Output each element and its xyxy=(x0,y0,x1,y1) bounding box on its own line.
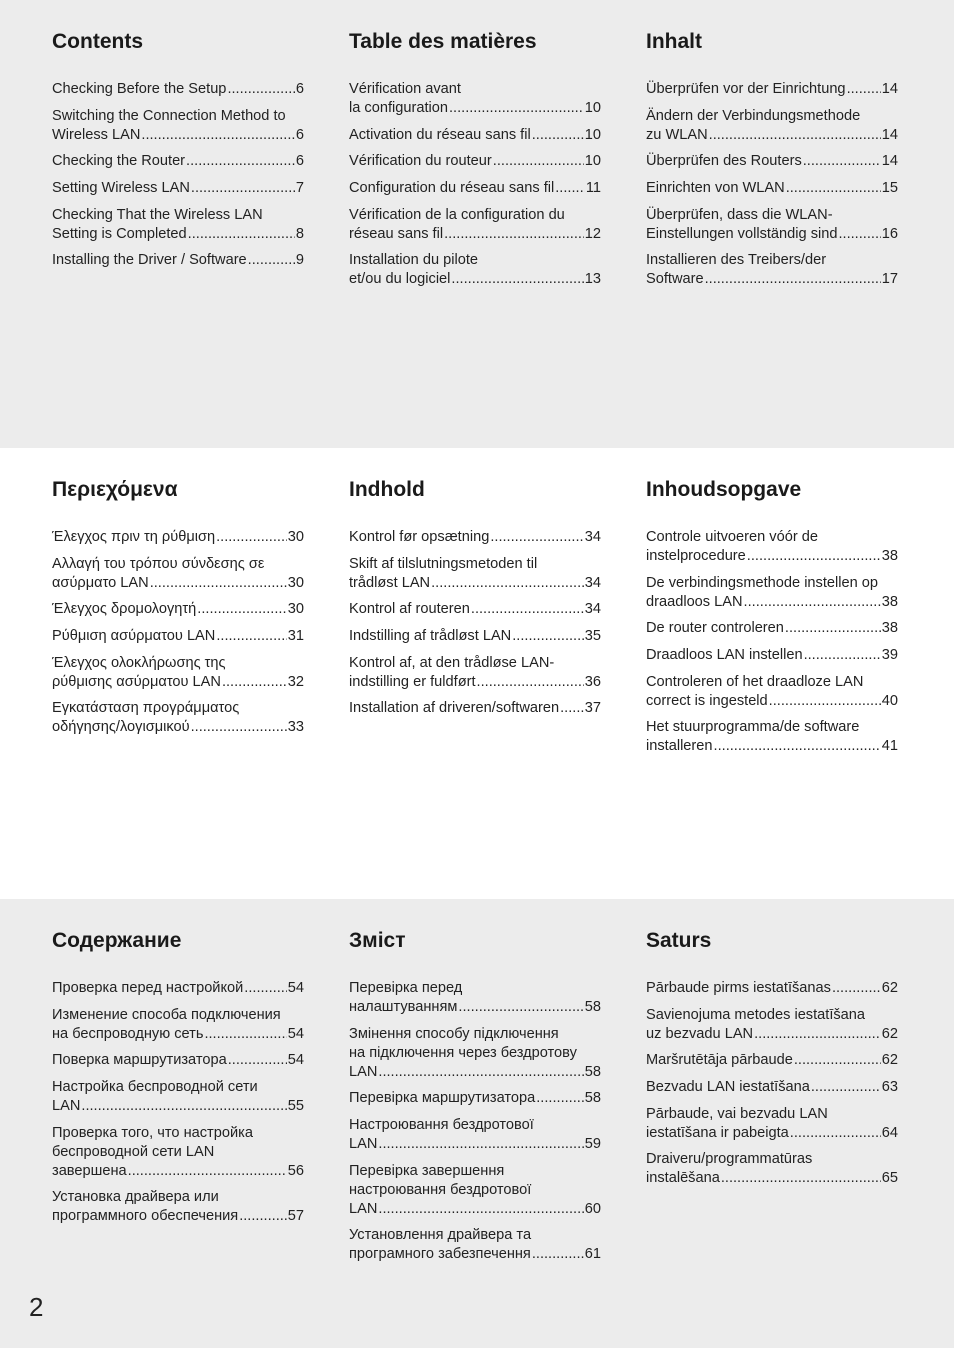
dot-leader xyxy=(227,80,294,99)
toc-band-2 xyxy=(0,448,954,899)
toc-entry-text: Überprüfen, dass die WLAN- xyxy=(646,206,833,223)
toc-entry-text: et/ou du logiciel xyxy=(349,271,451,288)
dot-leader xyxy=(216,627,286,646)
toc-entry xyxy=(646,1006,898,1044)
dot-leader xyxy=(838,225,880,244)
toc-page-number: 30 xyxy=(287,574,304,591)
toc-page-number: 36 xyxy=(584,673,601,690)
toc-entry-text: Vérification de la configuration du xyxy=(349,206,565,223)
toc-entry-text: Поверка маршрутизатора xyxy=(52,1052,227,1069)
toc-entry xyxy=(52,206,304,244)
toc-entry-text: ασύρματο LAN xyxy=(52,574,149,591)
toc-entry-text: Setting is Completed xyxy=(52,225,187,242)
toc-entry xyxy=(646,574,898,612)
toc-entry-text: Indstilling af trådløst LAN xyxy=(349,628,512,645)
toc-entry-text: Configuration du réseau sans fil xyxy=(349,180,555,197)
toc-entry-text: на беспроводную сеть xyxy=(52,1025,204,1042)
dot-leader xyxy=(744,593,881,612)
toc-entry xyxy=(646,673,898,711)
toc-page-number: 9 xyxy=(295,252,304,269)
toc-page-number: 30 xyxy=(287,529,304,545)
toc-entry-text: Draiveru/programmatūras xyxy=(646,1151,813,1168)
dot-leader xyxy=(493,152,584,171)
toc-entry xyxy=(646,152,898,171)
toc-page-number: 63 xyxy=(881,1079,898,1096)
toc-entry-text: Перевірка завершення xyxy=(349,1162,505,1179)
toc-entry xyxy=(52,979,304,998)
dot-leader xyxy=(378,1063,583,1082)
toc-entry-text: Switching the Connection Method to xyxy=(52,107,286,124)
toc-entry-text: indstilling er fuldført xyxy=(349,673,476,690)
toc-page-number: 40 xyxy=(881,692,898,709)
dot-leader xyxy=(477,673,584,692)
dot-leader xyxy=(721,1169,881,1188)
toc-entry xyxy=(52,1051,304,1070)
toc-page-number: 10 xyxy=(584,126,601,143)
toc-page-number: 58 xyxy=(584,1090,601,1107)
toc-entry-text: на підключення через бездротову xyxy=(349,1044,577,1061)
dot-leader xyxy=(141,126,294,145)
dot-leader xyxy=(536,1089,584,1108)
toc-page-number: 31 xyxy=(287,628,304,645)
toc-page-number: 65 xyxy=(881,1170,898,1187)
section-heading: Περιεχόμενα xyxy=(52,478,178,501)
toc-page-number: 54 xyxy=(287,1052,304,1069)
toc-page-number: 58 xyxy=(584,1063,601,1080)
toc-entry xyxy=(52,80,304,99)
toc-page-number: 38 xyxy=(881,620,898,637)
toc-page-number: 7 xyxy=(295,180,304,197)
toc-entry-text: Checking Before the Setup xyxy=(52,81,227,97)
dot-leader xyxy=(512,627,584,646)
toc-page-number: 59 xyxy=(584,1136,601,1153)
toc-entry xyxy=(349,600,601,619)
toc-page-number: 34 xyxy=(584,574,601,591)
toc-entry xyxy=(646,1051,898,1070)
toc-entry-text: беспроводной сети LAN xyxy=(52,1143,215,1160)
dot-leader xyxy=(714,737,881,756)
toc-page-number: 62 xyxy=(881,980,898,996)
toc-page-number: 32 xyxy=(287,673,304,690)
toc-entry xyxy=(349,979,601,1017)
toc-page-number: 17 xyxy=(881,271,898,288)
toc-page-number: 10 xyxy=(584,100,601,116)
toc-entry xyxy=(646,979,898,998)
toc-entry-text: Checking the Router xyxy=(52,153,186,170)
toc-page-number: 34 xyxy=(584,601,601,618)
toc-entry-text: Savienojuma metodes iestatīšana xyxy=(646,1006,866,1023)
toc-page-number: 14 xyxy=(881,153,898,170)
toc-entry xyxy=(52,179,304,198)
toc-entry xyxy=(646,718,898,756)
toc-page-number: 11 xyxy=(585,180,601,197)
toc-page-number: 58 xyxy=(584,999,601,1015)
toc-entry-text: Установлення драйвера та xyxy=(349,1227,532,1244)
dot-leader xyxy=(81,1097,286,1116)
dot-leader xyxy=(794,1051,881,1070)
toc-entry-text: Einstellungen vollständig sind xyxy=(646,225,838,242)
toc-entry-text: correct is ingesteld xyxy=(646,692,768,709)
dot-leader xyxy=(128,1162,287,1181)
toc-entry xyxy=(349,1025,601,1082)
toc-entry xyxy=(349,80,601,118)
toc-entry-text: настроювання бездротової xyxy=(349,1181,532,1198)
toc-page-number: 38 xyxy=(881,593,898,610)
toc-band-3 xyxy=(0,899,954,1348)
toc-entry-text: завершена xyxy=(52,1162,127,1179)
toc-entry-text: Перевірка перед xyxy=(349,980,463,996)
toc-entry-text: réseau sans fil xyxy=(349,225,444,242)
toc-entry-text: Installation af driveren/softwaren xyxy=(349,700,560,717)
dot-leader xyxy=(532,1245,584,1264)
dot-leader xyxy=(451,270,583,289)
toc-entry-text: Έλεγχος ολοκλήρωσης της xyxy=(52,654,226,671)
toc-entry xyxy=(646,1105,898,1143)
toc-entry xyxy=(52,555,304,593)
toc-page-number: 35 xyxy=(584,628,601,645)
toc-entry-text: Het stuurprogramma/de software xyxy=(646,719,860,736)
toc-entry-text: instelprocedure xyxy=(646,548,746,564)
toc-page-number: 14 xyxy=(881,126,898,143)
toc-entry-text: draadloos LAN xyxy=(646,593,743,610)
toc-page-number: 62 xyxy=(881,1052,898,1069)
toc-page-number: 55 xyxy=(287,1098,304,1115)
toc-page-number: 56 xyxy=(287,1162,304,1179)
toc-page-number: 41 xyxy=(881,738,898,755)
dot-leader xyxy=(786,179,881,198)
toc-entry xyxy=(646,206,898,244)
dot-leader xyxy=(431,574,584,593)
toc-entry xyxy=(52,600,304,619)
toc-page-number: 30 xyxy=(287,601,304,618)
dot-leader xyxy=(378,1200,583,1219)
toc-entry-text: Kontrol af routeren xyxy=(349,601,470,618)
dot-leader xyxy=(490,528,583,547)
dot-leader xyxy=(790,1124,881,1143)
dot-leader xyxy=(769,692,881,711)
toc-page-number: 38 xyxy=(881,548,898,564)
toc-entry xyxy=(52,152,304,171)
section-heading: Table des matières xyxy=(349,30,537,53)
toc-page-number: 62 xyxy=(881,1025,898,1042)
section-heading: Содержание xyxy=(52,929,182,952)
toc-page-number: 6 xyxy=(295,126,304,143)
toc-entry-text: Überprüfen vor der Einrichtung xyxy=(646,81,846,97)
dot-leader xyxy=(555,179,585,198)
toc-entry xyxy=(52,699,304,737)
toc-entry-text: Pārbaude pirms iestatīšanas xyxy=(646,980,831,996)
toc-entry-text: Kontrol af, at den trådløse LAN- xyxy=(349,654,555,671)
section-heading: Inhoudsopgave xyxy=(646,478,802,501)
toc-entry xyxy=(349,206,601,244)
toc-entry-list xyxy=(646,80,898,297)
toc-page-number: 37 xyxy=(584,700,601,717)
dot-leader xyxy=(216,528,287,547)
dot-leader xyxy=(197,600,286,619)
toc-entry xyxy=(349,1116,601,1154)
toc-entry-list xyxy=(349,80,601,297)
toc-entry-text: LAN xyxy=(349,1063,378,1080)
toc-entry-text: Έλεγχος πριν τη ρύθμιση xyxy=(52,529,216,545)
toc-entry-text: Überprüfen des Routers xyxy=(646,153,802,170)
toc-entry-list xyxy=(52,979,304,1234)
toc-page-number: 6 xyxy=(295,153,304,170)
toc-entry xyxy=(646,80,898,99)
toc-page-number: 8 xyxy=(295,225,304,242)
toc-entry-text: Kontrol før opsætning xyxy=(349,529,490,545)
toc-entry xyxy=(52,1188,304,1226)
toc-entry-text: LAN xyxy=(52,1098,81,1115)
toc-entry-text: Wireless LAN xyxy=(52,126,141,143)
dot-leader xyxy=(191,179,295,198)
toc-entry xyxy=(52,107,304,145)
toc-entry-text: Software xyxy=(646,271,704,288)
toc-entry xyxy=(646,528,898,566)
toc-entry-list xyxy=(52,528,304,745)
toc-entry-text: οδήγησης/λογισμικού xyxy=(52,719,190,736)
toc-entry-text: Настроювання бездротової xyxy=(349,1117,534,1134)
toc-entry xyxy=(349,126,601,145)
toc-entry xyxy=(646,179,898,198)
toc-entry-text: zu WLAN xyxy=(646,126,708,143)
toc-entry-text: De verbindingsmethode instellen op xyxy=(646,574,879,591)
toc-entry-text: Maršrutētāja pārbaude xyxy=(646,1052,793,1069)
toc-entry xyxy=(52,1124,304,1181)
toc-entry-text: ρύθμισης ασύρματου LAN xyxy=(52,673,221,690)
toc-entry-text: Проверка перед настройкой xyxy=(52,980,244,996)
toc-entry xyxy=(349,627,601,646)
toc-page-number: 12 xyxy=(584,225,601,242)
toc-entry xyxy=(349,179,601,198)
toc-entry-text: trådløst LAN xyxy=(349,574,431,591)
dot-leader xyxy=(532,126,584,145)
toc-page-number: 14 xyxy=(881,81,898,97)
toc-entry-text: Изменение способа подключения xyxy=(52,1006,281,1023)
toc-page-number: 54 xyxy=(287,980,304,996)
toc-entry-text: installeren xyxy=(646,738,713,755)
toc-entry-text: Ρύθμιση ασύρματου LAN xyxy=(52,628,216,645)
toc-page-number: 57 xyxy=(287,1208,304,1225)
toc-entry-text: Αλλαγή του τρόπου σύνδεσης σε xyxy=(52,555,265,572)
dot-leader xyxy=(186,152,295,171)
dot-leader xyxy=(747,547,881,566)
dot-leader xyxy=(239,1207,287,1226)
toc-entry-text: De router controleren xyxy=(646,620,784,637)
toc-entry-text: Installieren des Treibers/der xyxy=(646,252,827,269)
dot-leader xyxy=(560,699,584,718)
section-heading: Contents xyxy=(52,30,143,53)
toc-page-number: 33 xyxy=(287,719,304,736)
toc-entry-text: Bezvadu LAN iestatīšana xyxy=(646,1079,810,1096)
dot-leader xyxy=(228,1051,287,1070)
toc-entry-text: LAN xyxy=(349,1136,378,1153)
page-number: 2 xyxy=(29,1292,44,1322)
toc-entry-text: Checking That the Wireless LAN xyxy=(52,206,263,223)
toc-entry-text: Vérification avant xyxy=(349,81,461,97)
toc-entry-text: Проверка того, что настройка xyxy=(52,1124,253,1141)
toc-page-number: 64 xyxy=(881,1124,898,1141)
toc-entry xyxy=(349,152,601,171)
toc-entry-list xyxy=(349,528,601,726)
section-heading: Inhalt xyxy=(646,30,702,53)
dot-leader xyxy=(204,1025,286,1044)
toc-entry-text: Pārbaude, vai bezvadu LAN xyxy=(646,1105,828,1122)
dot-leader xyxy=(804,646,881,665)
toc-entry xyxy=(349,555,601,593)
toc-entry xyxy=(349,1089,601,1108)
toc-entry xyxy=(349,1226,601,1264)
toc-entry xyxy=(349,251,601,289)
dot-leader xyxy=(803,152,881,171)
toc-entry-text: Installing the Driver / Software xyxy=(52,252,247,269)
dot-leader xyxy=(471,600,584,619)
toc-entry xyxy=(52,251,304,270)
toc-entry-text: програмного забезпечення xyxy=(349,1246,531,1263)
dot-leader xyxy=(754,1025,881,1044)
dot-leader xyxy=(832,979,881,998)
toc-entry xyxy=(349,528,601,547)
toc-entry-text: LAN xyxy=(349,1200,378,1217)
toc-entry-text: Setting Wireless LAN xyxy=(52,180,190,197)
toc-entry-text: uz bezvadu LAN xyxy=(646,1025,754,1042)
toc-entry-text: Activation du réseau sans fil xyxy=(349,126,531,143)
toc-page-number: 10 xyxy=(584,153,601,170)
toc-entry xyxy=(646,251,898,289)
toc-entry-text: налаштуванням xyxy=(349,999,458,1015)
toc-page-number: 16 xyxy=(881,225,898,242)
section-heading: Зміст xyxy=(349,929,406,952)
toc-entry-text: Перевірка маршрутизатора xyxy=(349,1090,536,1107)
toc-entry-text: la configuration xyxy=(349,100,448,116)
toc-entry xyxy=(52,1006,304,1044)
toc-entry xyxy=(646,1078,898,1097)
toc-page-number: 15 xyxy=(881,180,898,197)
toc-entry xyxy=(349,1162,601,1219)
toc-entry-text: Skift af tilslutningsmetoden til xyxy=(349,555,538,572)
toc-page-number: 39 xyxy=(881,647,898,664)
toc-entry-text: Draadloos LAN instellen xyxy=(646,647,803,664)
toc-entry-text: Vérification du routeur xyxy=(349,153,492,170)
dot-leader xyxy=(847,80,881,99)
toc-entry-text: Einrichten von WLAN xyxy=(646,180,785,197)
toc-entry-text: instalēšana xyxy=(646,1170,720,1187)
toc-entry-text: iestatīšana ir pabeigta xyxy=(646,1124,789,1141)
dot-leader xyxy=(449,99,584,118)
toc-entry xyxy=(349,654,601,692)
toc-page-number: 54 xyxy=(287,1025,304,1042)
toc-entry xyxy=(646,107,898,145)
toc-entry-text: Controleren of het draadloze LAN xyxy=(646,673,864,690)
dot-leader xyxy=(244,979,286,998)
toc-entry-text: Настройка беспроводной сети xyxy=(52,1079,258,1096)
toc-entry-text: Змінення способу підключення xyxy=(349,1025,559,1042)
toc-entry-text: Installation du pilote xyxy=(349,252,478,269)
toc-entry-text: Εγκατάσταση προγράμματος xyxy=(52,700,240,717)
dot-leader xyxy=(705,270,881,289)
section-heading: Saturs xyxy=(646,929,712,952)
toc-entry-list xyxy=(52,80,304,278)
dot-leader xyxy=(191,718,287,737)
toc-page-number: 60 xyxy=(584,1200,601,1217)
toc-entry-text: Controle uitvoeren vóór de xyxy=(646,529,818,545)
toc-page-number: 6 xyxy=(295,81,304,97)
dot-leader xyxy=(222,673,287,692)
toc-entry xyxy=(646,619,898,638)
dot-leader xyxy=(444,225,584,244)
toc-entry xyxy=(646,646,898,665)
toc-entry xyxy=(52,528,304,547)
toc-entry-list xyxy=(646,528,898,764)
dot-leader xyxy=(709,126,881,145)
dot-leader xyxy=(458,998,583,1017)
toc-entry-text: Έλεγχος δρομολογητή xyxy=(52,601,197,618)
dot-leader xyxy=(188,225,295,244)
toc-entry xyxy=(52,627,304,646)
toc-entry xyxy=(52,1078,304,1116)
toc-entry xyxy=(646,1150,898,1188)
toc-entry-list xyxy=(646,979,898,1196)
toc-entry-text: программного обеспечения xyxy=(52,1208,239,1225)
toc-page-number: 34 xyxy=(584,529,601,545)
toc-entry-text: Установка драйвера или xyxy=(52,1189,219,1206)
toc-entry xyxy=(52,654,304,692)
toc-page-number: 13 xyxy=(584,271,601,288)
dot-leader xyxy=(785,619,881,638)
toc-page-number: 61 xyxy=(584,1246,601,1263)
dot-leader xyxy=(150,574,287,593)
toc-entry-text: Ändern der Verbindungsmethode xyxy=(646,107,861,124)
dot-leader xyxy=(811,1078,881,1097)
toc-entry xyxy=(349,699,601,718)
toc-entry-list xyxy=(349,979,601,1272)
dot-leader xyxy=(248,251,295,270)
dot-leader xyxy=(378,1135,583,1154)
section-heading: Indhold xyxy=(349,478,425,501)
toc-band-1 xyxy=(0,0,954,448)
